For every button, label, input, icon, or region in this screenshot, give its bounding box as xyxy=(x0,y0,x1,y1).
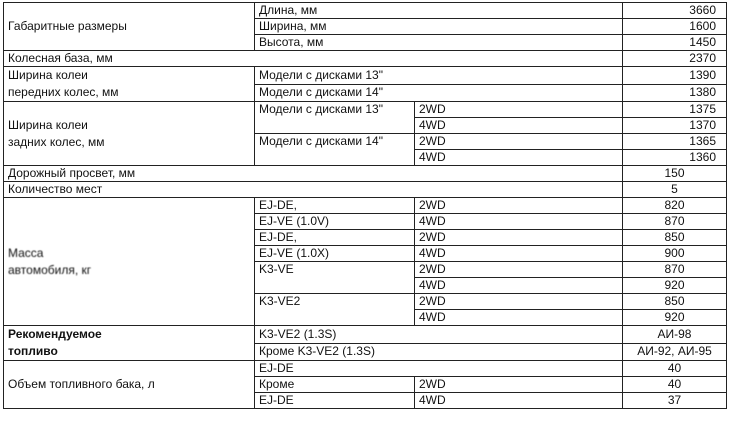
mass-drive: 4WD xyxy=(415,278,623,294)
mass-label-line2: автомобиля, кг xyxy=(8,262,92,277)
wheelbase-value: 2370 xyxy=(623,51,727,67)
rear-track-label-line1: Ширина колеи xyxy=(8,117,88,132)
rear-track-drive: 2WD xyxy=(415,102,623,118)
mass-label xyxy=(4,198,255,326)
tank-engine: Кроме xyxy=(255,377,415,393)
table-row xyxy=(4,3,727,19)
tank-engine: EJ-DE xyxy=(255,361,623,377)
fuel-engine: K3-VE2 (1.3S) xyxy=(255,326,623,344)
table-row xyxy=(4,198,727,214)
ground-clearance-label: Дорожный просвет, мм xyxy=(4,166,623,182)
table-row xyxy=(4,166,727,182)
rear-track-value: 1365 xyxy=(623,134,727,150)
rear-track-drive: 2WD xyxy=(415,134,623,150)
rear-track-value: 1375 xyxy=(623,102,727,118)
front-track-model-13: Модели с дисками 13" xyxy=(255,67,623,85)
tank-drive: 2WD xyxy=(415,377,623,393)
rear-track-model-13: Модели с дисками 13" xyxy=(255,102,415,134)
rear-track-label xyxy=(4,102,255,166)
front-track-label-line1: Ширина колеи xyxy=(8,68,88,82)
length-label: Длина, мм xyxy=(255,3,623,19)
front-track-value-14: 1380 xyxy=(623,84,727,102)
table-row xyxy=(4,67,727,85)
tank-value: 40 xyxy=(623,361,727,377)
front-track-value-13: 1390 xyxy=(623,67,727,85)
seats-label: Количество мест xyxy=(4,182,623,198)
mass-engine-line1: EJ-DE, xyxy=(255,230,415,246)
wheelbase-label: Колесная база, мм xyxy=(4,51,623,67)
tank-value: 37 xyxy=(623,393,727,409)
fuel-label-line1: Рекомендуемое xyxy=(8,327,102,341)
fuel-label-line2: топливо xyxy=(8,344,58,358)
fuel-label xyxy=(4,326,255,361)
mass-drive: 4WD xyxy=(415,214,623,230)
width-label: Ширина, мм xyxy=(255,19,623,35)
mass-drive: 4WD xyxy=(415,310,623,326)
tank-label: Объем топливного бака, л xyxy=(4,361,255,409)
tank-drive: 4WD xyxy=(415,393,623,409)
fuel-value: АИ-98 xyxy=(623,326,727,344)
dimensions-label: Габаритные размеры xyxy=(4,3,255,51)
mass-value: 900 xyxy=(623,246,727,262)
ground-clearance-value: 150 xyxy=(623,166,727,182)
mass-label-line1: Масса xyxy=(8,245,44,260)
front-track-label xyxy=(4,67,255,102)
mass-value: 920 xyxy=(623,278,727,294)
seats-value: 5 xyxy=(623,182,727,198)
mass-value: 870 xyxy=(623,262,727,278)
mass-drive: 2WD xyxy=(415,262,623,278)
table-row xyxy=(4,361,727,377)
front-track-label-line2: передних колес, мм xyxy=(8,85,119,99)
mass-drive: 2WD xyxy=(415,198,623,214)
width-value: 1600 xyxy=(623,19,727,35)
front-track-model-14: Модели с дисками 14" xyxy=(255,84,623,102)
table-row xyxy=(4,51,727,67)
tank-engine: EJ-DE xyxy=(255,393,415,409)
rear-track-drive: 4WD xyxy=(415,118,623,134)
table-row xyxy=(4,326,727,344)
mass-value: 850 xyxy=(623,294,727,310)
rear-track-value: 1360 xyxy=(623,150,727,166)
height-label: Высота, мм xyxy=(255,35,623,51)
mass-engine-line2: EJ-VE (1.0X) xyxy=(255,246,415,262)
table-row xyxy=(4,102,727,118)
mass-value: 920 xyxy=(623,310,727,326)
mass-value: 850 xyxy=(623,230,727,246)
rear-track-value: 1370 xyxy=(623,118,727,134)
mass-engine: K3-VE xyxy=(255,262,415,294)
length-value: 3660 xyxy=(623,3,727,19)
mass-value: 820 xyxy=(623,198,727,214)
rear-track-drive: 4WD xyxy=(415,150,623,166)
table-row xyxy=(4,182,727,198)
mass-value: 870 xyxy=(623,214,727,230)
mass-drive: 2WD xyxy=(415,294,623,310)
spec-table xyxy=(3,2,727,409)
tank-value: 40 xyxy=(623,377,727,393)
fuel-value: АИ-92, АИ-95 xyxy=(623,343,727,361)
mass-drive: 4WD xyxy=(415,246,623,262)
rear-track-label-line2: задних колес, мм xyxy=(8,134,105,149)
mass-engine: K3-VE2 xyxy=(255,294,415,326)
height-value: 1450 xyxy=(623,35,727,51)
mass-engine-line1: EJ-DE, xyxy=(255,198,415,214)
rear-track-model-14: Модели с дисками 14" xyxy=(255,134,415,166)
fuel-engine: Кроме K3-VE2 (1.3S) xyxy=(255,343,623,361)
mass-engine-line2: EJ-VE (1.0V) xyxy=(255,214,415,230)
mass-drive: 2WD xyxy=(415,230,623,246)
